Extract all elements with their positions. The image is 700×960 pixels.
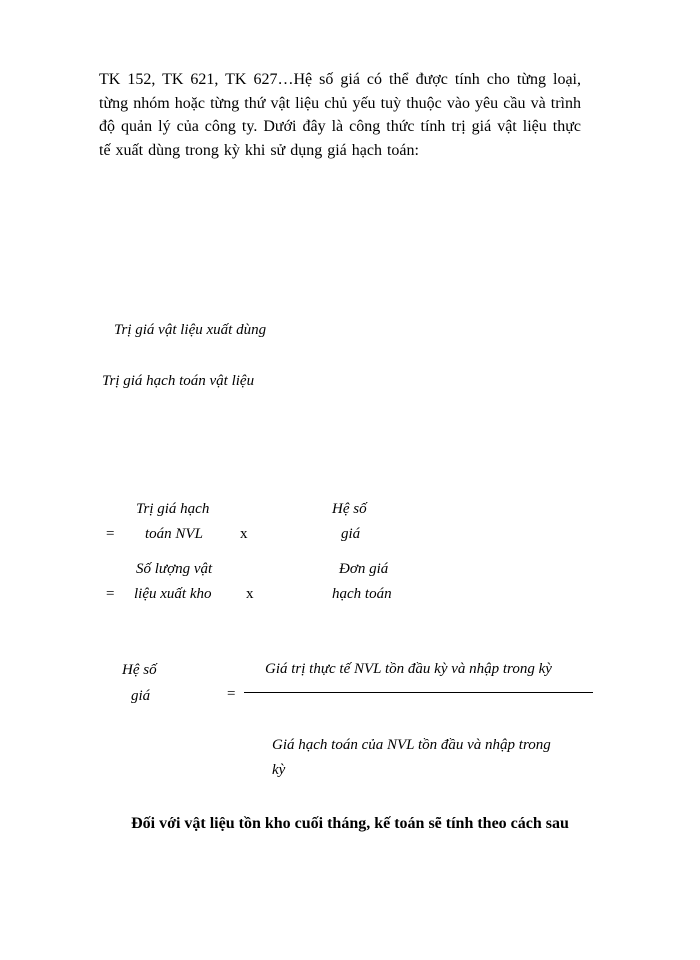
formula-1-term-1-line-2: toán NVL bbox=[145, 526, 203, 542]
formula-3-denominator-line-1: Giá hạch toán của NVL tồn đầu và nhập trong bbox=[272, 737, 551, 753]
formula-2-term-1-line-1: Số lượng vật bbox=[136, 561, 213, 577]
formula-3-equals-sign: = bbox=[227, 686, 236, 702]
formula-2-equals-sign: = bbox=[106, 586, 115, 602]
formula-3-lhs-line-2: giá bbox=[131, 688, 151, 704]
intro-paragraph: TK 152, TK 621, TK 627…Hệ số giá có thể được tính cho từng loại, từng nhóm hoặc từng thứ vật liệu chủ yếu tuỳ thuộc vào yêu cầu và trình độ quản lý của công ty. Dưới đây là công thức tính trị giá vật liệu thực tế xuất dùng trong kỳ khi sử dụng giá hạch toán: bbox=[99, 71, 581, 159]
formula-2-term-2-line-2: hạch toán bbox=[332, 586, 392, 602]
formula-3-denominator-line-2: kỳ bbox=[272, 762, 286, 778]
fraction-bar bbox=[244, 692, 593, 693]
formula-1-term-2-line-2: giá bbox=[341, 526, 361, 542]
formula-2-term-2-line-1: Đơn giá bbox=[339, 561, 389, 577]
formula-heading-accounting-material-value: Trị giá hạch toán vật liệu bbox=[102, 373, 255, 389]
formula-3-lhs-line-1: Hệ số bbox=[122, 662, 157, 678]
formula-2-term-1-line-2: liệu xuất kho bbox=[134, 586, 212, 602]
formula-2-multiply-sign: x bbox=[246, 586, 254, 602]
formula-1-multiply-sign: x bbox=[240, 526, 248, 542]
formula-1-equals-sign: = bbox=[106, 526, 115, 542]
formula-1-term-1-line-1: Trị giá hạch bbox=[136, 501, 210, 517]
formula-1-term-2-line-1: Hệ số bbox=[332, 501, 367, 517]
closing-heading: Đối với vật liệu tồn kho cuối tháng, kế toán sẽ tính theo cách sau bbox=[131, 815, 569, 832]
formula-3-numerator: Giá trị thực tế NVL tồn đầu kỳ và nhập trong kỳ bbox=[265, 661, 552, 677]
formula-heading-issued-material-value: Trị giá vật liệu xuất dùng bbox=[114, 322, 267, 338]
